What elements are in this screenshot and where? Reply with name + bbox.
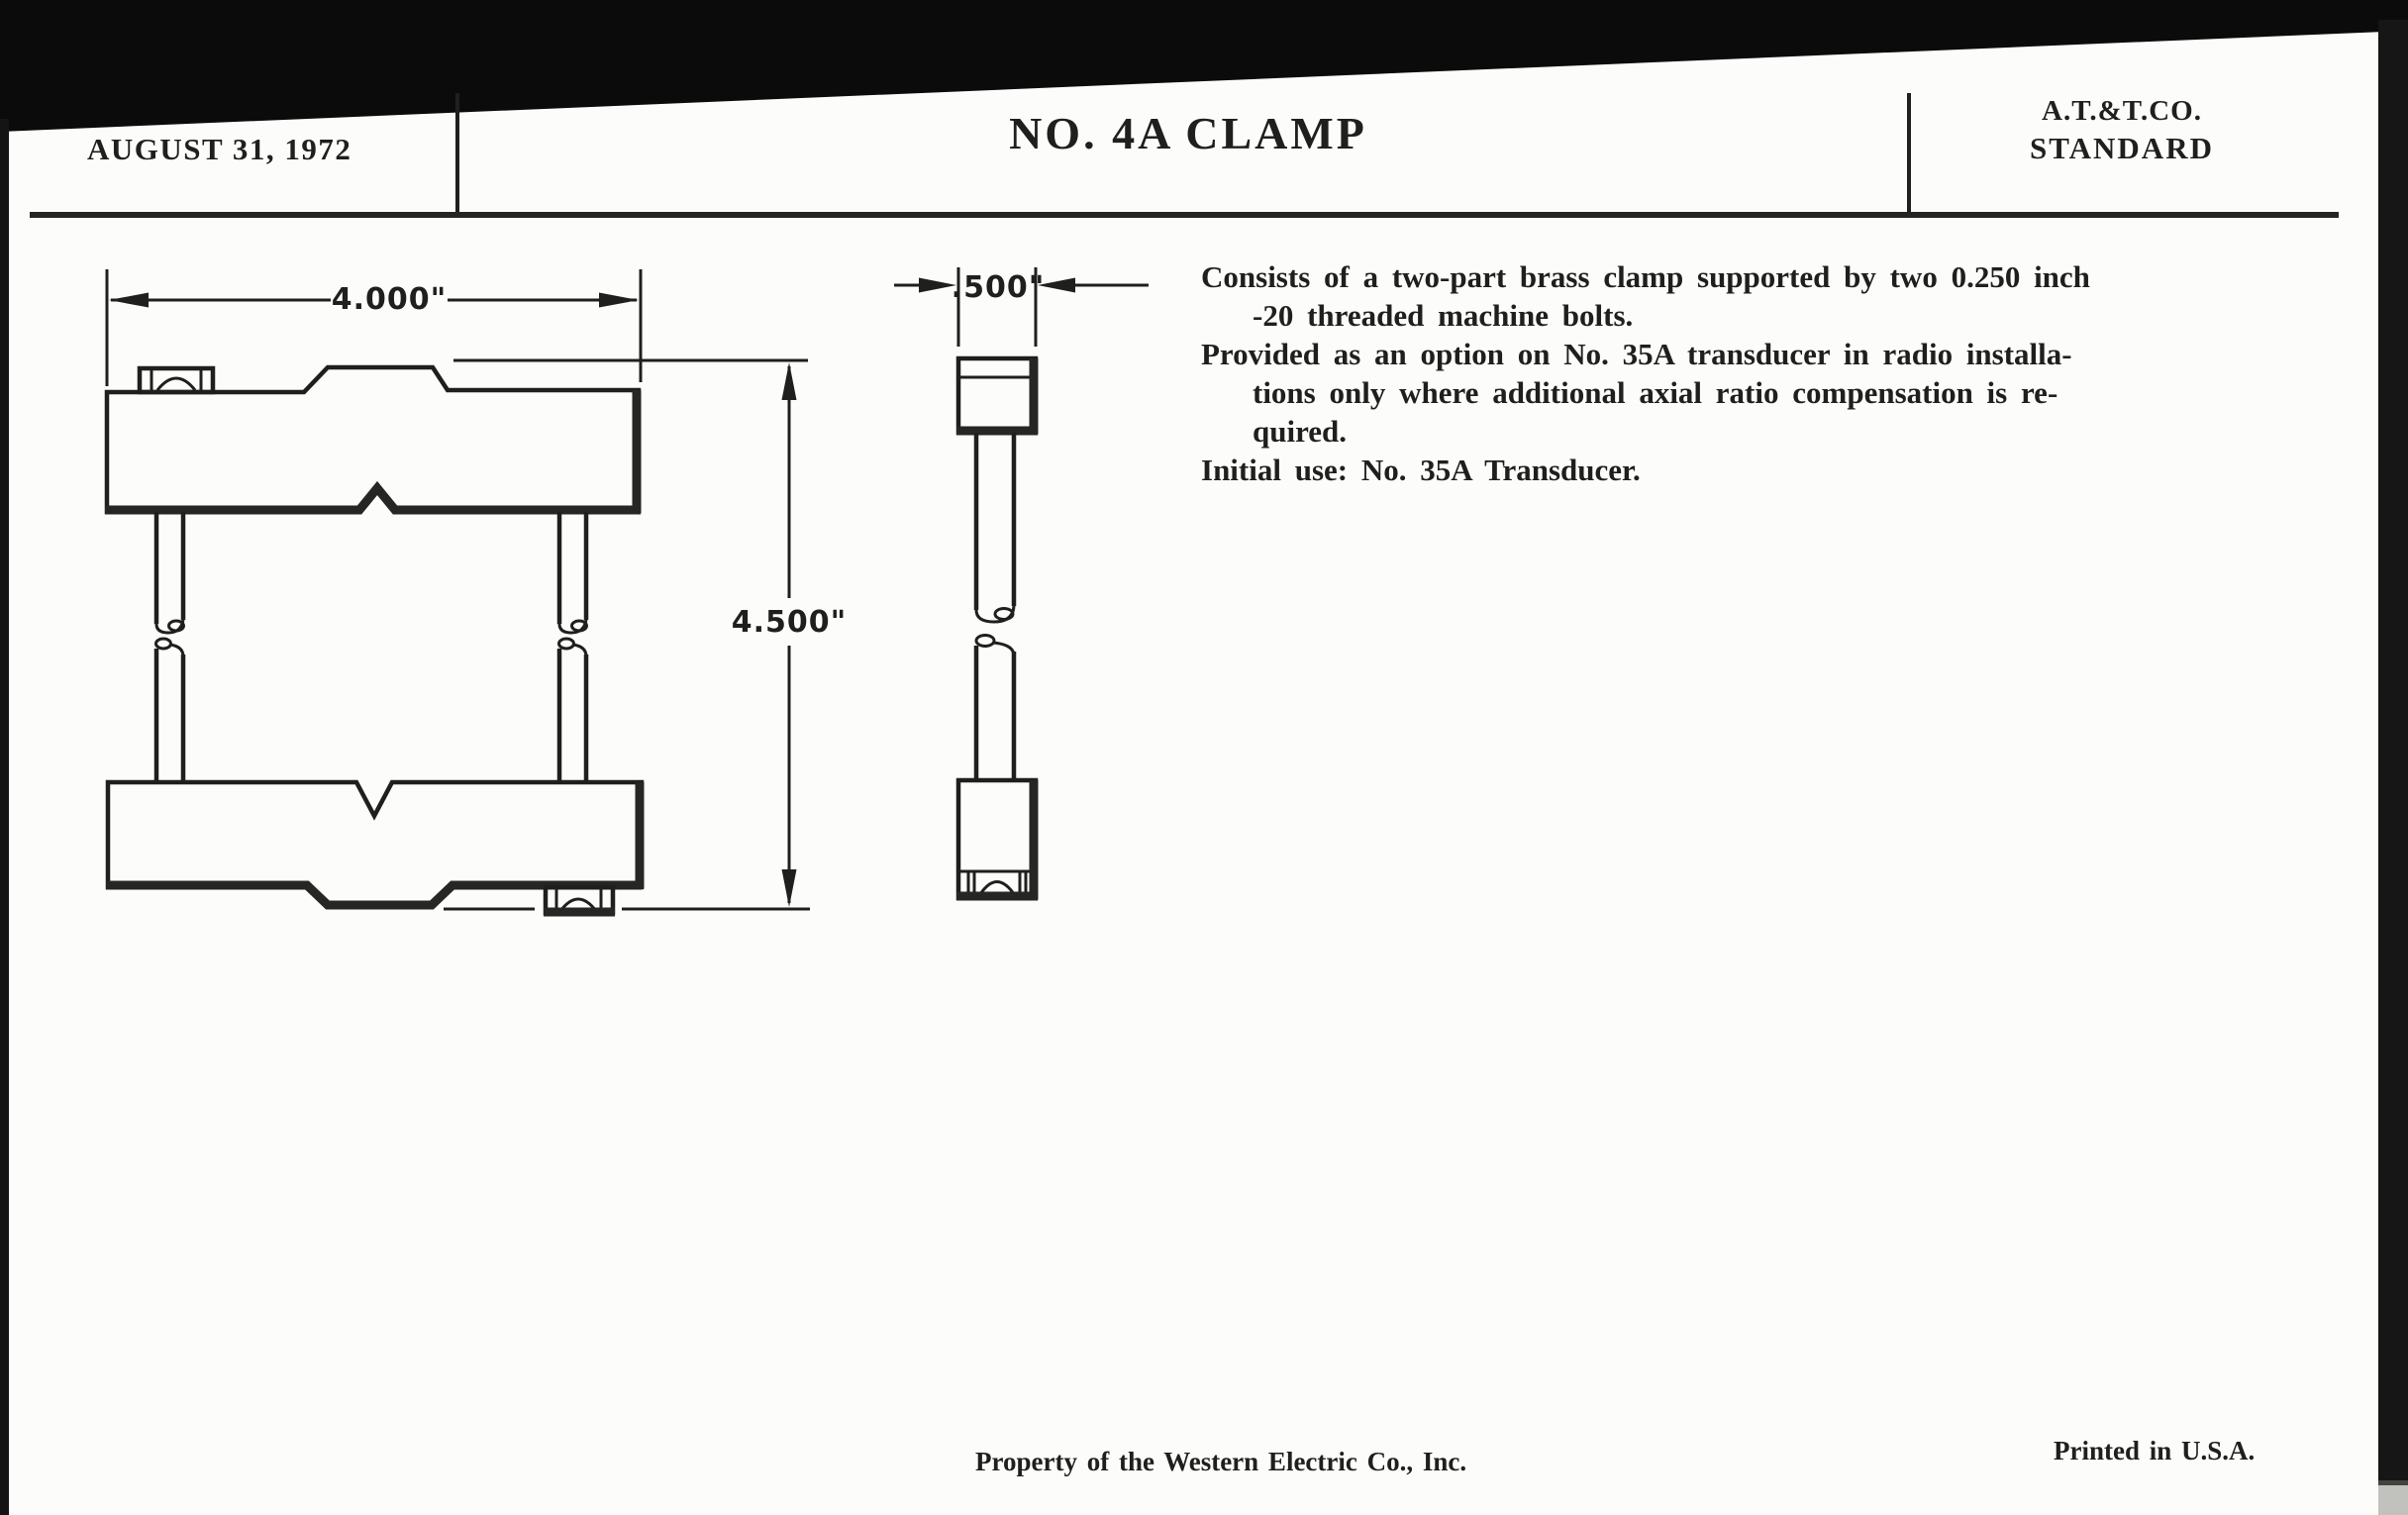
side-width-dimension-label: .500": [951, 270, 1046, 305]
description-line: -20 threaded machine bolts.: [1253, 298, 1634, 333]
description-line: quired.: [1253, 414, 1348, 449]
side-upper-block: [956, 358, 1038, 434]
header-divider-left: [455, 93, 459, 214]
side-view-drawing: [894, 267, 1149, 899]
description-line: Initial use: No. 35A Transducer.: [1201, 453, 1641, 487]
organization-standard: STANDARD: [2030, 131, 2214, 165]
property-notice: Property of the Western Electric Co., Inc.: [975, 1447, 1467, 1476]
front-height-dimension-label: 4.500": [731, 605, 848, 640]
scan-left-band: [0, 119, 9, 1515]
side-bolt: [976, 433, 1014, 780]
lower-bolt-head: [544, 887, 615, 913]
side-bolt-head-detail: [968, 871, 1026, 894]
lower-clamp-bar: [106, 782, 642, 913]
front-height-dimension: [444, 360, 847, 909]
description-line: tions only where additional axial ratio compensation is re-: [1253, 375, 2058, 410]
issue-date: AUGUST 31, 1972: [87, 132, 352, 166]
page-title: NO. 4A CLAMP: [1009, 108, 1367, 158]
header-divider-right: [1907, 93, 1911, 212]
side-lower-block: [956, 780, 1038, 899]
printed-notice: Printed in U.S.A.: [2054, 1436, 2256, 1465]
front-view-drawing: [105, 269, 847, 913]
front-left-bolt: [156, 512, 184, 782]
front-width-dimension-label: 4.000": [331, 282, 448, 317]
upper-clamp-bar: [105, 367, 641, 513]
organization-block: [2030, 93, 2214, 166]
organization-name: A.T.&T.CO.: [2042, 95, 2202, 127]
upper-bolt-head: [140, 368, 213, 392]
scan-right-band: [2378, 20, 2408, 1485]
description-line: Consists of a two-part brass clamp supported by two 0.250 inch: [1201, 259, 2090, 294]
front-right-bolt: [559, 512, 587, 782]
description-text: [1201, 257, 2320, 489]
header-rule: [30, 212, 2339, 218]
side-width-dimension: [894, 267, 1149, 347]
scan-right-band-fade: [2378, 1480, 2408, 1515]
description-line: Provided as an option on No. 35A transducer in radio installa-: [1201, 337, 2072, 371]
